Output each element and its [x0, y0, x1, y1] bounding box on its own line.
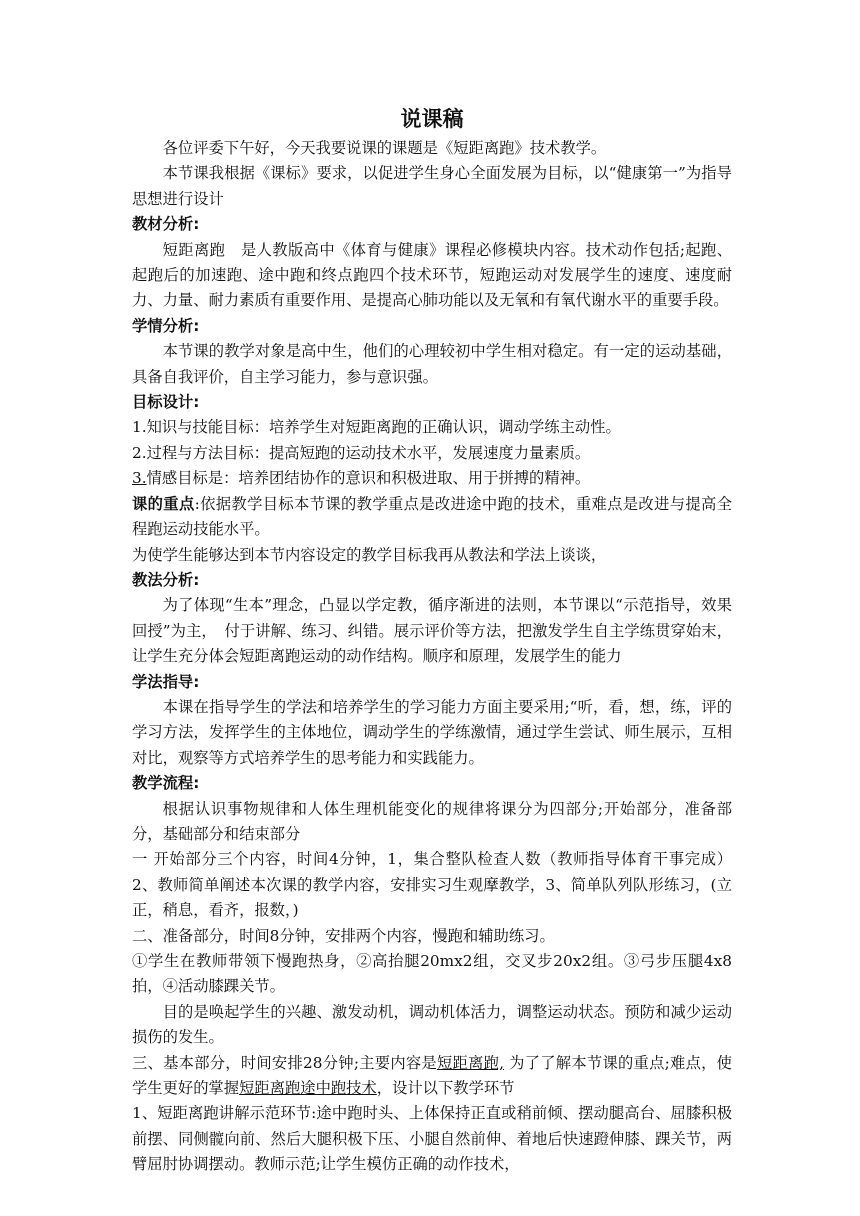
- goal-item-3-number: 3.: [132, 469, 147, 488]
- learning-heading: 学法指导:: [132, 672, 200, 691]
- intro-paragraph-1: 各位评委下午好，今天我要说课的课题是《短距离跑》技术教学。: [162, 139, 607, 157]
- process-part-2: 二、准备部分，时间8分钟，安排两个内容，慢跑和辅助练习。: [132, 926, 555, 945]
- process-part-3: [132, 1051, 732, 1102]
- process-part-2-purpose: 目的是唤起学生的兴趣、激发动机，调动机体活力，调整运动状态。预防和减少运动损伤的发生。: [132, 1002, 732, 1047]
- focus-paragraph: [132, 492, 732, 543]
- material-heading: 教材分析:: [132, 215, 200, 234]
- process-part-3-text-c: ，设计以下教学环节: [376, 1079, 515, 1098]
- document-title: 说课稿: [400, 106, 464, 131]
- process-part-3-text-a: 三、基本部分，时间安排28分钟;主要内容是: [132, 1053, 437, 1072]
- focus-heading: 课的重点: [132, 494, 195, 513]
- process-part-3-underline-1: 短距离跑,: [436, 1053, 505, 1072]
- students-paragraph: 本节课的教学对象是高中生，他们的心理较初中学生相对稳定。有一定的运动基础，具备自我评价，自主学习能力，参与意识强。: [132, 342, 732, 386]
- process-step-1: 1、短距离跑讲解示范环节:途中跑时头、上体保持正直或稍前倾、摆动腿高台、屈膝积极前摆、同侧髋向前、然后大腿积极下压、小腿自然前伸、着地后快速蹬伸膝、踝关节，两臂屈肘协调摆动。教师示范;让学生模仿正确的动作技术，: [132, 1104, 732, 1174]
- process-part-3-underline-2: 短距离跑途中跑技术: [239, 1079, 377, 1098]
- goal-item-3-text: 情感目标是：培养团结协作的意识和积极进取、用于拼搏的精神。: [146, 469, 591, 488]
- goals-heading: 目标设计:: [132, 393, 200, 412]
- learning-paragraph: 本课在指导学生的学法和培养学生的学习能力方面主要采用;“听，看，想，练，评的学习方法，发挥学生的主体地位，调动学生的学练激情，通过学生尝试、师生展示，互相对比，观察等方式培养学生的思考能力和实践能力。: [132, 697, 732, 767]
- students-heading: 学情分析:: [132, 316, 200, 335]
- goal-item-3: [132, 466, 732, 491]
- process-intro: 根据认识事物规律和人体生理机能变化的规律将课分为四部分;开始部分，准备部分，基础部分和结束部分: [132, 799, 732, 843]
- focus-text: :依据教学目标本节课的教学重点是改进途中跑的技术，重难点是改进与提高全程跑运动技能水平。: [132, 494, 732, 539]
- teaching-paragraph: 为了体现“生本”理念，凸显以学定教，循序渐进的法则，本节课以“示范指导，效果回授”为主， 付于讲解、练习、纠错。展示评价等方法，把激发学生自主学练贯穿始末，让学生充分体会短距离跑运动的动作结构。顺序和原理，发展学生的能力: [132, 596, 732, 666]
- process-part-3-text-b: 为了了解本节课的重点;难点，使学生更好的掌握: [132, 1053, 732, 1098]
- process-part-2-detail: ①学生在教师带领下慢跑热身，②高抬腿20mx2组，交叉步20x2组。③弓步压腿4x8拍，④活动膝踝关节。: [132, 952, 732, 996]
- intro-paragraph-2: 本节课我根据《课标》要求，以促进学生身心全面发展为目标，以“健康第一”为指导思想进行设计: [132, 164, 732, 208]
- material-paragraph: 短距离跑 是人教版高中《体育与健康》课程必修模块内容。技术动作包括;起跑、起跑后的加速跑、途中跑和终点跑四个技术环节，短跑运动对发展学生的速度、速度耐力、力量、耐力素质有重要作用、是提高心肺功能以及无氧和有氧代谢水平的重要手段。: [132, 240, 732, 310]
- teaching-heading: 教法分析:: [132, 570, 200, 589]
- process-heading: 教学流程:: [132, 774, 200, 793]
- goal-item-1: 1.知识与技能目标：培养学生对短距离跑的正确认识，调动学练主动性。: [132, 418, 621, 437]
- goal-item-2: 2.过程与方法目标：提高短跑的运动技术水平，发展速度力量素质。: [132, 443, 591, 462]
- transition-paragraph: 为使学生能够达到本节内容设定的教学目标我再从教法和学法上谈谈，: [132, 545, 607, 564]
- process-part-1: 一 开始部分三个内容，时间4分钟，1，集合整队检查人数（教师指导体育干事完成）2、教师简单阐述本次课的教学内容，安排实习生观摩教学，3、简单队列队形练习，(立正，稍息，看齐，报数，): [132, 850, 732, 920]
